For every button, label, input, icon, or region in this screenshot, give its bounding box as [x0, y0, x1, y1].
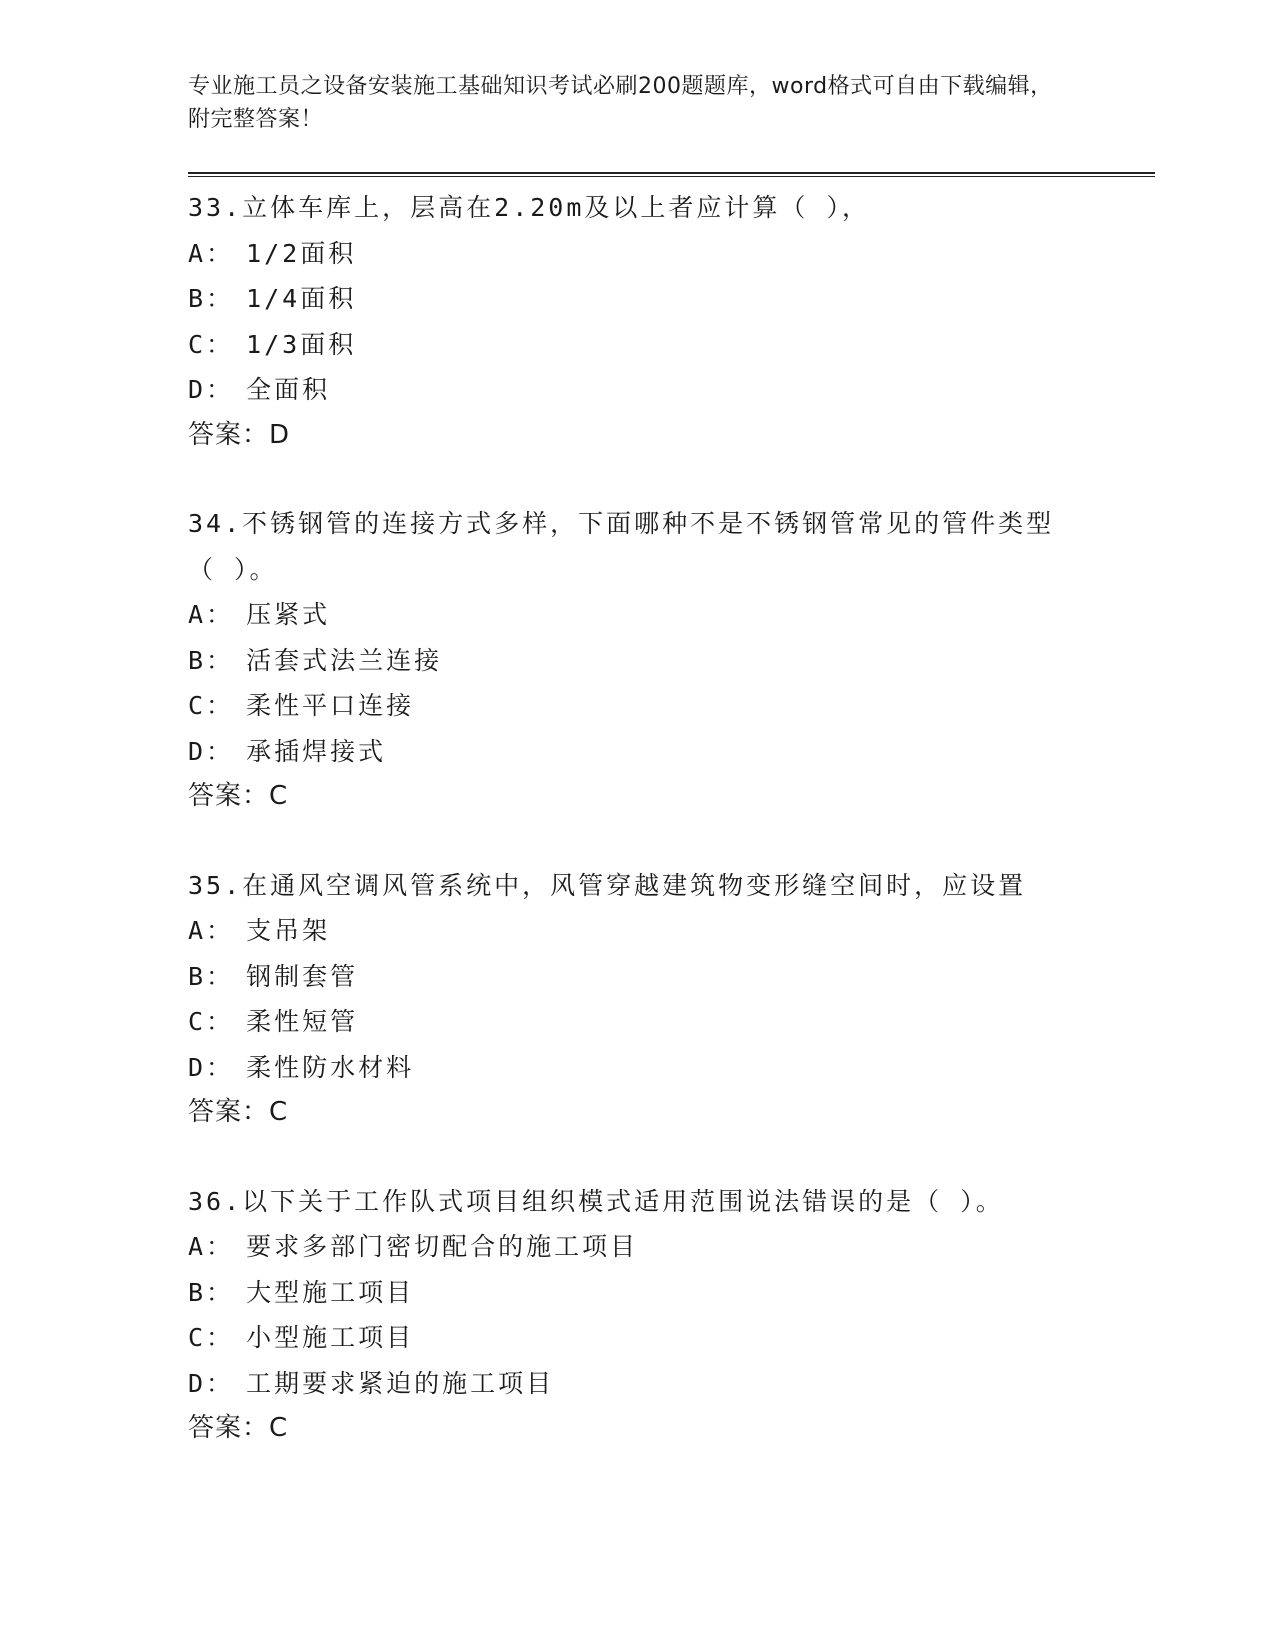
option-d	[188, 729, 1155, 775]
option-text: 支吊架	[246, 916, 331, 945]
document-header: 专业施工员之设备安装施工基础知识考试必刷200题题库，word格式可自由下载编辑，附完整答案！	[188, 74, 1053, 132]
option-a	[188, 1224, 1155, 1270]
document-page	[188, 70, 1155, 1495]
option-a	[188, 908, 1155, 954]
option-key: D：	[188, 736, 235, 766]
option-text: 工期要求紧迫的施工项目	[246, 1368, 555, 1398]
option-text: 活套式法兰连接	[246, 645, 443, 675]
question-stem: 36.以下关于工作队式项目组织模式适用范围说法错误的是（ ）。	[188, 1186, 1004, 1216]
answer-label: 答案：C	[188, 781, 289, 811]
option-b	[188, 276, 1155, 322]
option-text: 小型施工项目	[246, 1323, 415, 1352]
option-text: 1/3面积	[246, 329, 357, 359]
option-key: B：	[188, 1277, 235, 1307]
option-key: B：	[188, 645, 235, 675]
option-text: 柔性短管	[246, 1007, 359, 1036]
option-key: A：	[188, 238, 235, 268]
option-a	[188, 231, 1155, 277]
option-key: C：	[188, 1323, 235, 1352]
option-c	[188, 999, 1155, 1045]
option-key: B：	[188, 284, 235, 313]
option-text: 钢制套管	[246, 961, 359, 991]
option-text: 柔性防水材料	[246, 1052, 415, 1082]
option-d	[188, 367, 1155, 413]
question-stem: 34.不锈钢管的连接方式多样，下面哪种不是不锈钢管常见的管件类型（ ）。	[188, 509, 1055, 584]
option-text: 大型施工项目	[246, 1277, 415, 1307]
question-33	[188, 185, 1155, 458]
question-34	[188, 501, 1155, 820]
answer-label: 答案：C	[188, 1097, 289, 1127]
option-text: 柔性平口连接	[246, 691, 415, 720]
option-text: 要求多部门密切配合的施工项目	[246, 1232, 639, 1261]
option-key: A：	[188, 600, 235, 629]
question-36	[188, 1179, 1155, 1452]
option-key: A：	[188, 1232, 235, 1261]
option-text: 全面积	[246, 375, 331, 404]
option-key: D：	[188, 375, 235, 404]
option-text: 承插焊接式	[246, 736, 387, 766]
header-divider	[188, 172, 1155, 177]
option-c	[188, 322, 1155, 368]
option-key: A：	[188, 916, 235, 945]
option-b	[188, 638, 1155, 684]
question-35	[188, 863, 1155, 1136]
option-key: C：	[188, 1007, 235, 1036]
option-text: 压紧式	[246, 600, 331, 629]
option-c	[188, 1315, 1155, 1361]
option-a	[188, 592, 1155, 638]
option-key: C：	[188, 691, 235, 720]
question-list	[188, 185, 1155, 1452]
option-d	[188, 1045, 1155, 1091]
option-c	[188, 683, 1155, 729]
option-key: C：	[188, 329, 235, 359]
option-text: 1/2面积	[246, 238, 357, 268]
option-b	[188, 954, 1155, 1000]
option-key: D：	[188, 1368, 235, 1398]
question-stem: 33.立体车库上，层高在2.20m及以上者应计算（ ），	[188, 193, 870, 222]
option-text: 1/4面积	[246, 284, 357, 313]
option-key: D：	[188, 1052, 235, 1082]
option-key: B：	[188, 961, 235, 991]
option-b	[188, 1270, 1155, 1316]
answer-label: 答案：D	[188, 419, 291, 450]
question-stem: 35.在通风空调风管系统中，风管穿越建筑物变形缝空间时，应设置	[188, 870, 1027, 900]
answer-label: 答案：C	[188, 1413, 289, 1443]
option-d	[188, 1361, 1155, 1407]
